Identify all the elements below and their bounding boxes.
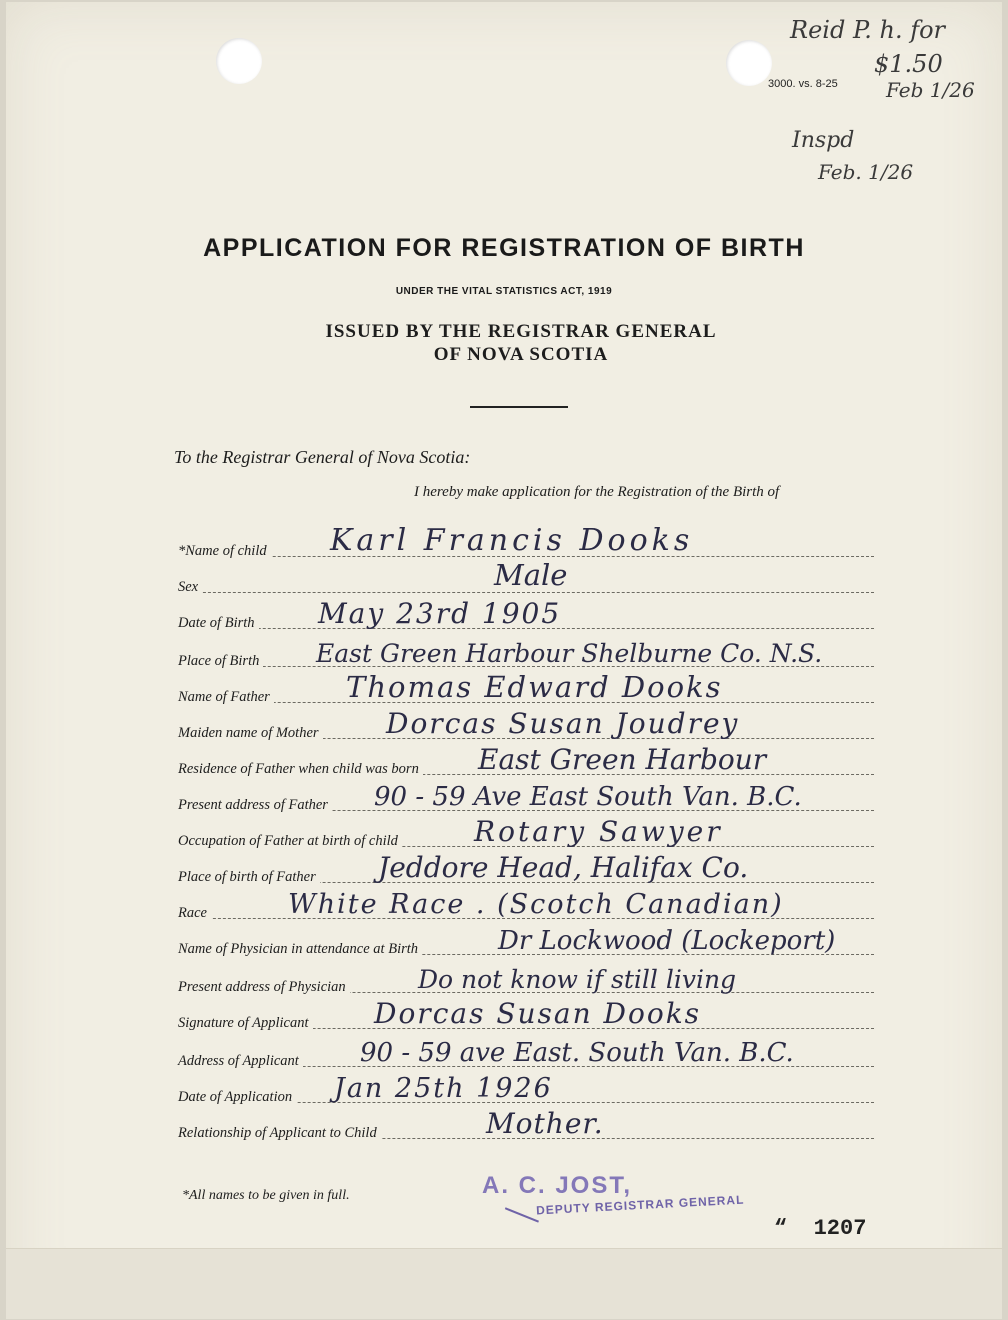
annotation-fee: $1.50	[874, 50, 943, 78]
stamp-flourish	[505, 1207, 539, 1222]
father-present-address-value: 90 - 59 Ave East South Van. B.C.	[374, 782, 802, 812]
field-father-birthplace: Place of birth of Father Jeddore Head, Halifax Co.	[178, 858, 874, 883]
field-physician-name: Name of Physician in attendance at Birth Dr Lockwood (Lockeport)	[178, 930, 874, 955]
father-residence-value: East Green Harbour	[478, 743, 767, 776]
issuer-heading	[6, 320, 1008, 366]
registrar-stamp-name: A. C. JOST,	[482, 1172, 633, 1199]
sex-value: Male	[494, 558, 568, 592]
field-date-of-birth: Date of Birth May 23rd 1905	[178, 604, 874, 629]
date-of-birth-value: May 23rd 1905	[318, 597, 562, 630]
field-father-name: Name of Father Thomas Edward Dooks	[178, 678, 874, 703]
registration-number-value: 1207	[813, 1216, 867, 1241]
applicant-address-value: 90 - 59 ave East. South Van. B.C.	[360, 1038, 794, 1068]
race-value: White Race . (Scotch Canadian)	[288, 889, 784, 920]
issuer-line-2: OF NOVA SCOTIA	[433, 344, 609, 365]
father-occupation-value: Rotary Sawyer	[474, 815, 723, 848]
title-divider	[470, 406, 568, 408]
mother-maiden-name-value: Dorcas Susan Joudrey	[386, 707, 740, 740]
field-date-of-application: Date of Application Jan 25th 1926	[178, 1078, 874, 1103]
field-father-occupation: Occupation of Father at birth of child Rotary Sawyer	[178, 822, 874, 847]
annotation-inspected-date: Feb. 1/26	[818, 160, 914, 184]
registration-number: “ 1207	[774, 1216, 867, 1241]
registrar-stamp-title: DEPUTY REGISTRAR GENERAL	[535, 1192, 745, 1218]
form-title: APPLICATION FOR REGISTRATION OF BIRTH	[203, 234, 805, 262]
applicant-relationship-value: Mother.	[486, 1107, 604, 1140]
issuer-line-1: ISSUED BY THE REGISTRAR GENERAL	[325, 321, 717, 342]
annotation-received-date: Feb 1/26	[886, 78, 975, 102]
field-applicant-signature: Signature of Applicant Dorcas Susan Dooks	[178, 1004, 874, 1029]
field-mother-maiden-name: Maiden name of Mother Dorcas Susan Joudrey	[178, 714, 874, 739]
salutation: To the Registrar General of Nova Scotia:	[174, 447, 471, 467]
annotation-received: Reid P. h. for	[790, 16, 946, 44]
document-page	[6, 2, 1002, 1318]
form-number: 3000. vs. 8-25	[768, 78, 838, 90]
footnote: *All names to be given in full.	[182, 1188, 350, 1203]
physician-address-value: Do not know if still living	[418, 965, 737, 994]
field-father-residence: Residence of Father when child was born East Green Harbour	[178, 750, 874, 775]
field-sex: Sex Male	[178, 568, 874, 593]
applicant-signature-value: Dorcas Susan Dooks	[374, 997, 702, 1030]
date-of-application-value: Jan 25th 1926	[334, 1073, 553, 1104]
field-child-name: *Name of child Karl Francis Dooks	[178, 532, 874, 557]
father-name-value: Thomas Edward Dooks	[346, 670, 723, 704]
field-physician-address: Present address of Physician Do not know if still living	[178, 968, 874, 993]
field-place-of-birth: Place of Birth East Green Harbour Shelburne Co. N.S.	[178, 642, 874, 667]
act-subtitle: UNDER THE VITAL STATISTICS ACT, 1919	[395, 286, 613, 297]
place-of-birth-value: East Green Harbour Shelburne Co. N.S.	[316, 639, 823, 668]
child-name-value: Karl Francis Dooks	[330, 523, 694, 558]
punch-hole-left	[216, 38, 262, 84]
field-applicant-relationship: Relationship of Applicant to Child Mother.	[178, 1114, 874, 1139]
field-father-present-address: Present address of Father 90 - 59 Ave East South Van. B.C.	[178, 786, 874, 811]
father-birthplace-value: Jeddore Head, Halifax Co.	[378, 851, 749, 884]
physician-name-value: Dr Lockwood (Lockeport)	[498, 926, 836, 956]
annotation-inspected: Inspd	[792, 128, 855, 153]
field-race: Race White Race . (Scotch Canadian)	[178, 894, 874, 919]
punch-hole-right	[726, 40, 772, 86]
page-bottom-strip	[6, 1248, 1002, 1319]
intro-statement: I hereby make application for the Registration of the Birth of	[414, 484, 780, 500]
field-applicant-address: Address of Applicant 90 - 59 ave East. South Van. B.C.	[178, 1042, 874, 1067]
